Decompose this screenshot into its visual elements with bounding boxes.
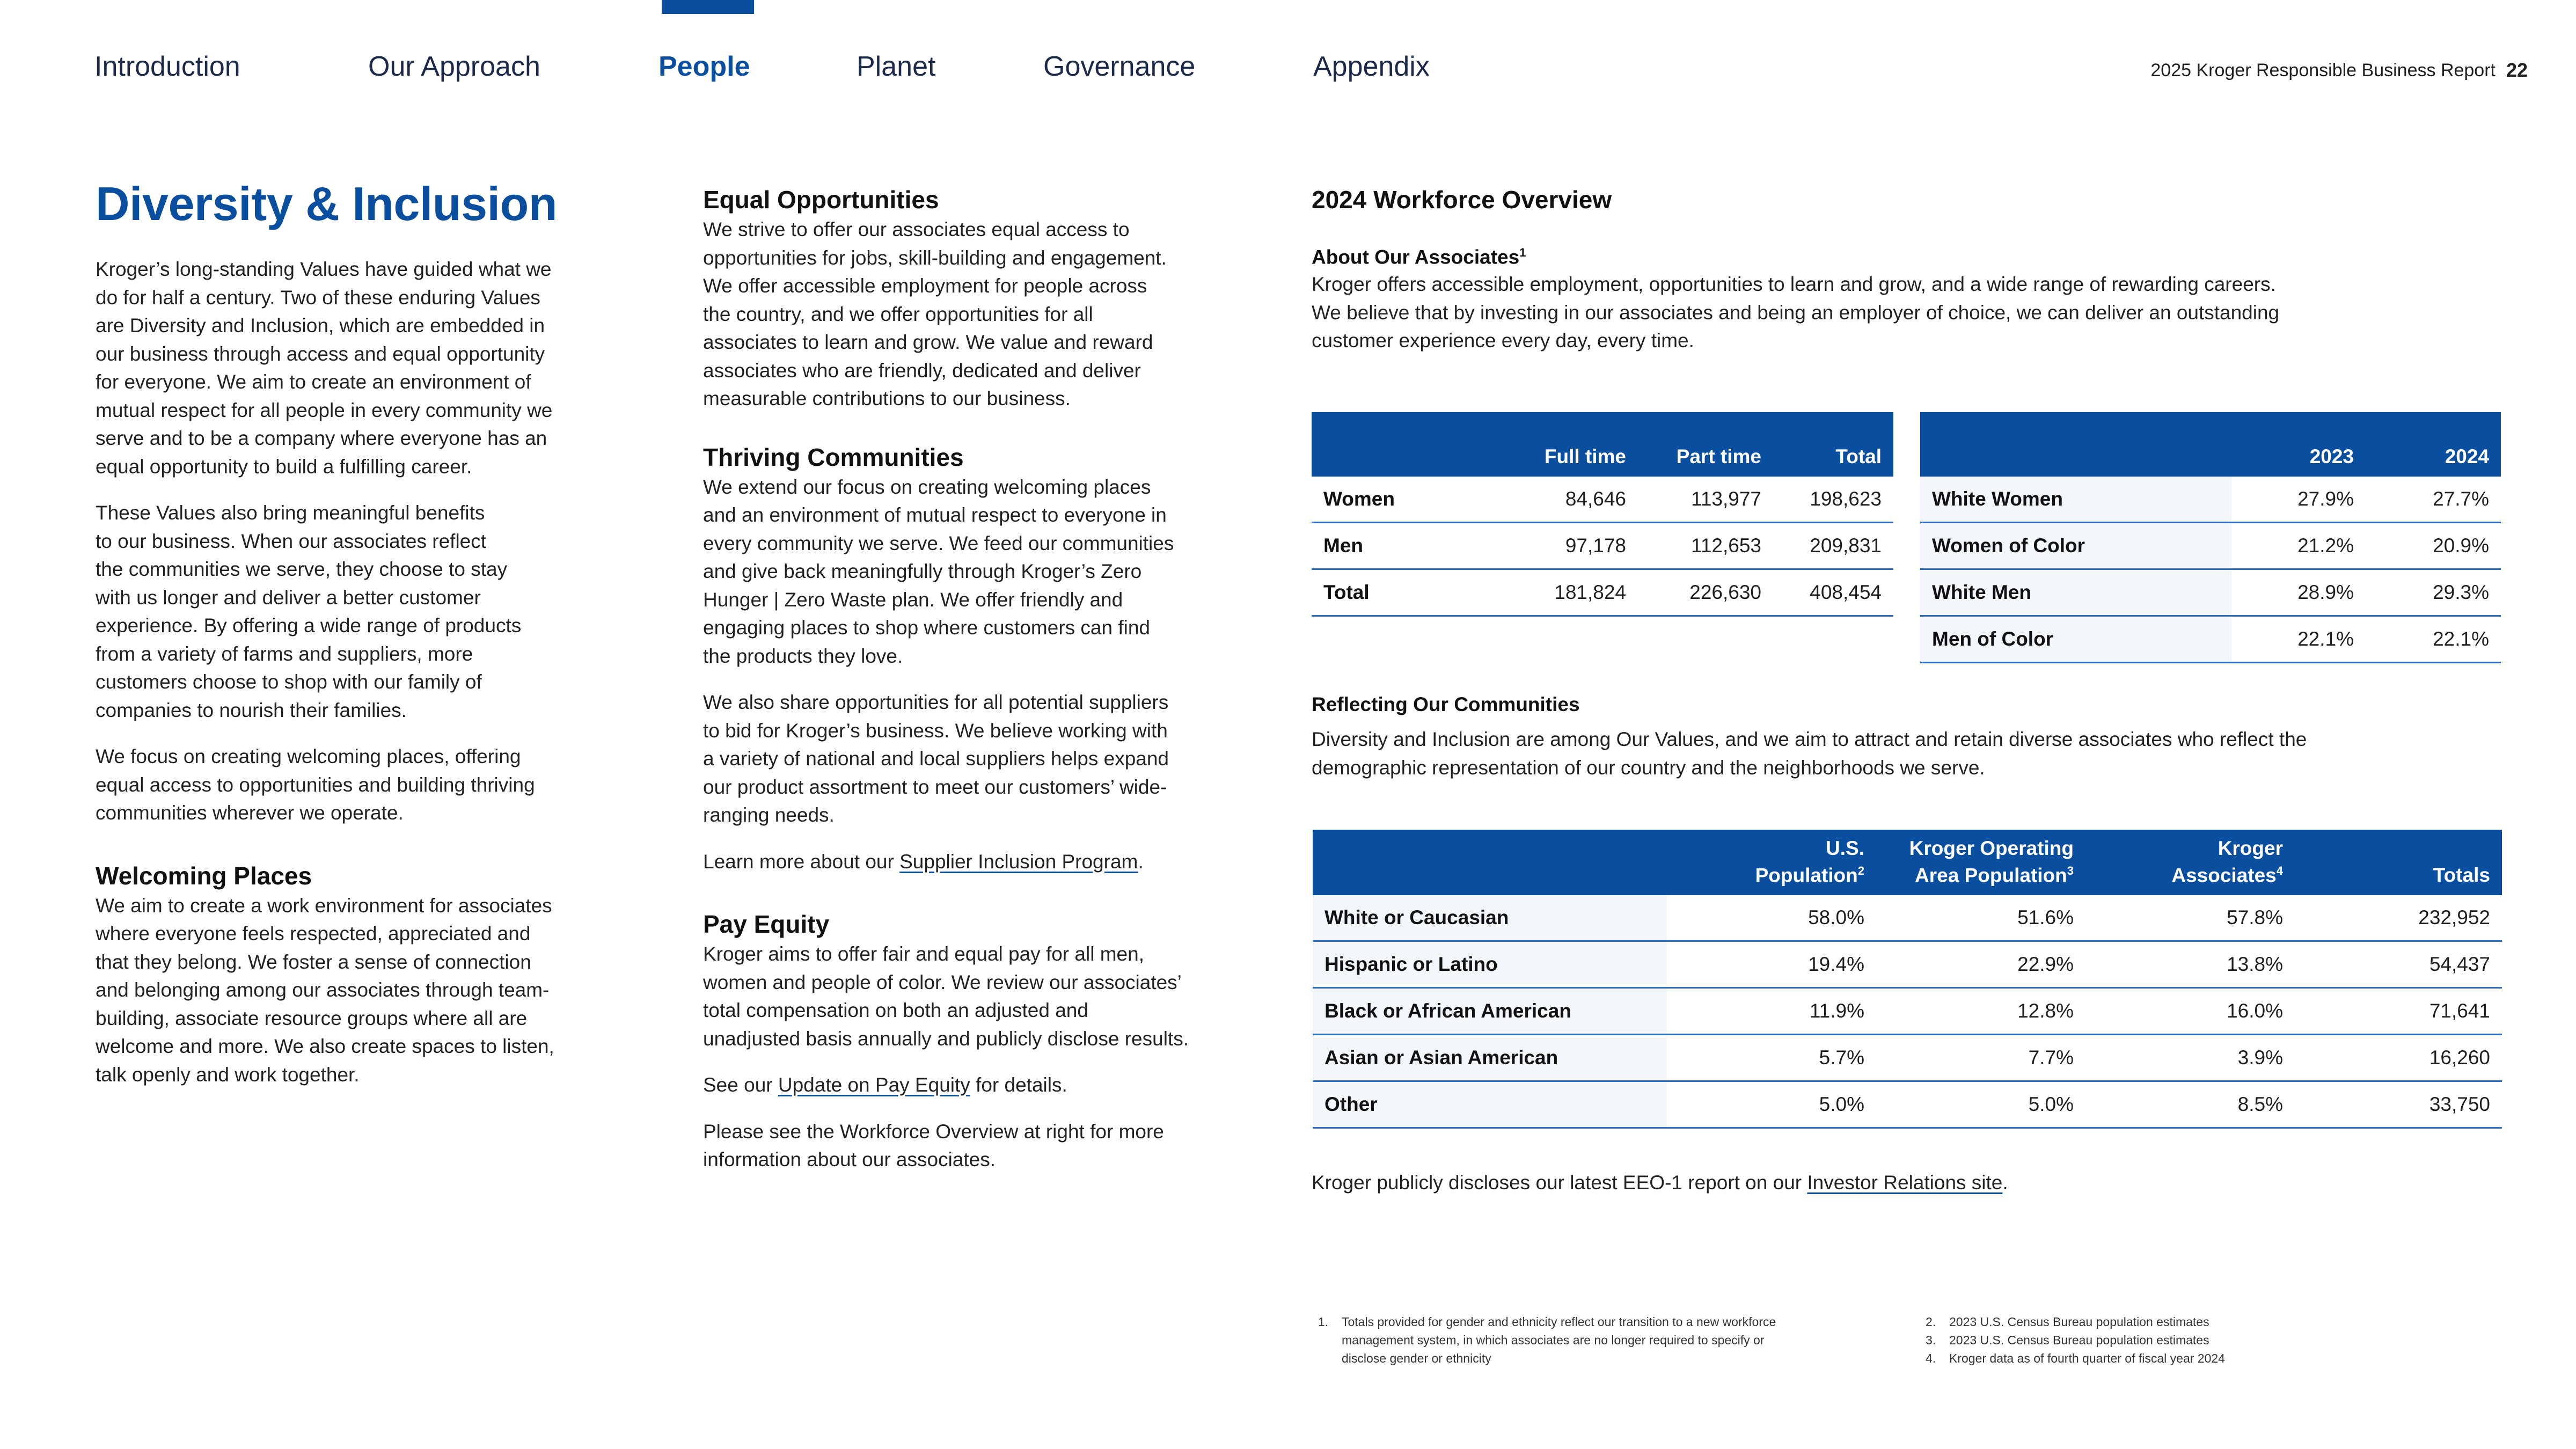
- footnote-text: Kroger data as of fourth quarter of fiscal year 2024: [1949, 1351, 2225, 1365]
- table-cell: 28.9%: [2231, 569, 2366, 616]
- text-line: We also share opportunities for all potential suppliers: [703, 691, 1169, 713]
- pay-equity-heading: Pay Equity: [703, 910, 830, 938]
- table-cell: 58.0%: [1667, 895, 1876, 941]
- table-cell: 84,646: [1510, 477, 1638, 523]
- header-kroger-associates-line2: Associates: [2171, 864, 2277, 886]
- eeo-text: Kroger publicly discloses our latest EEO-1 report on our: [1312, 1172, 1807, 1194]
- suppliers-paragraph: [703, 689, 1267, 830]
- reflecting-communities-heading: Reflecting Our Communities: [1312, 693, 1580, 715]
- table-cell: 3.9%: [2085, 1035, 2295, 1081]
- table-cell: 33,750: [2295, 1081, 2502, 1128]
- text-line: a variety of national and local suppliers helps expand: [703, 748, 1169, 770]
- table-row: [1313, 988, 2502, 1035]
- year-table-header-blank: [1920, 412, 2231, 477]
- text-line: customers choose to shop with our family of: [96, 671, 482, 693]
- text-line: women and people of color. We review our associates’: [703, 971, 1182, 993]
- pay-equity-paragraph: [703, 940, 1267, 1053]
- table-row: [1313, 1035, 2502, 1081]
- page-number: 22: [2506, 59, 2528, 81]
- column-diversity-inclusion: [96, 177, 654, 1107]
- text-line: our business through access and equal opportunity: [96, 342, 545, 365]
- about-associates-label: About Our Associates: [1312, 246, 1520, 268]
- table-cell: 5.0%: [1667, 1081, 1876, 1128]
- text-line: for everyone. We aim to create an environment of: [96, 371, 531, 393]
- header-operating-area-population: [1876, 830, 2085, 895]
- row-label: Women: [1312, 477, 1510, 523]
- table-row: [1920, 477, 2501, 523]
- table-cell: 112,653: [1638, 523, 1773, 569]
- table-cell: 5.0%: [1876, 1081, 2085, 1128]
- text-line: the country, and we offer opportunities for all: [703, 303, 1093, 325]
- active-tab-indicator: [662, 0, 754, 14]
- table-cell: 21.2%: [2231, 523, 2366, 569]
- workforce-reference-paragraph: [703, 1118, 1267, 1174]
- row-label: Men: [1312, 523, 1510, 569]
- about-associates-paragraph: [1312, 270, 2503, 355]
- text-line: customer experience every day, every time.: [1312, 330, 1694, 352]
- text-line: that they belong. We foster a sense of connection: [96, 950, 531, 973]
- text-line: do for half a century. Two of these enduring Values: [96, 286, 540, 309]
- table-cell: 19.4%: [1667, 941, 1876, 988]
- text-line: serve and to be a company where everyone has an: [96, 427, 547, 449]
- equal-opportunities-paragraph: [703, 216, 1267, 413]
- table-cell: 54,437: [2295, 941, 2502, 988]
- text-line: and an environment of mutual respect to everyone in: [703, 504, 1167, 526]
- footnote: [1926, 1331, 2462, 1349]
- workforce-overview-header: [1312, 184, 2503, 374]
- welcoming-places-heading: Welcoming Places: [96, 861, 312, 890]
- text-line: We extend our focus on creating welcoming places: [703, 475, 1151, 498]
- tab-introduction[interactable]: Introduction: [94, 51, 240, 82]
- table-cell: 12.8%: [1876, 988, 2085, 1035]
- footnote-text: 2023 U.S. Census Bureau population estimates: [1949, 1333, 2209, 1347]
- see-our-suffix: for details.: [970, 1074, 1067, 1096]
- gender-table: [1312, 412, 1893, 617]
- footnote: [1318, 1313, 1898, 1367]
- table-cell: 51.6%: [1876, 895, 2085, 941]
- header-total: Total: [1773, 412, 1893, 477]
- table-cell: 27.7%: [2366, 477, 2501, 523]
- text-line: and give back meaningfully through Kroger’s Zero: [703, 560, 1142, 582]
- footnotes-right: [1926, 1313, 2462, 1367]
- header-us-population-line1: U.S.: [1826, 837, 1864, 859]
- thriving-communities-heading: Thriving Communities: [703, 443, 964, 471]
- column-opportunities: [703, 184, 1267, 1192]
- table-cell: 181,824: [1510, 569, 1638, 616]
- table-cell: 22.1%: [2366, 616, 2501, 663]
- text-line: every community we serve. We feed our communities: [703, 532, 1174, 554]
- table-row: [1920, 523, 2501, 569]
- report-title: 2025 Kroger Responsible Business Report: [2150, 60, 2496, 80]
- text-line: from a variety of farms and suppliers, more: [96, 642, 473, 665]
- table-cell: 13.8%: [2085, 941, 2295, 988]
- table-cell: 97,178: [1510, 523, 1638, 569]
- table-cell: 57.8%: [2085, 895, 2295, 941]
- text-line: Kroger’s long-standing Values have guided what we: [96, 258, 552, 280]
- welcoming-places-paragraph: [96, 892, 654, 1089]
- table-row: [1313, 941, 2502, 988]
- text-line: talk openly and work together.: [96, 1063, 360, 1086]
- eeo-paragraph: [1312, 1169, 2503, 1197]
- table-cell: 7.7%: [1876, 1035, 2085, 1081]
- supplier-inclusion-paragraph: [703, 848, 1267, 876]
- table-cell: 20.9%: [2366, 523, 2501, 569]
- table-row: [1312, 477, 1893, 523]
- table-cell: 198,623: [1773, 477, 1893, 523]
- text-line: to our business. When our associates reflect: [96, 530, 487, 552]
- text-line: our product assortment to meet our customers’ wide-: [703, 775, 1167, 798]
- intro-paragraph: [96, 255, 654, 481]
- table-row: [1313, 1081, 2502, 1128]
- header-totals: [2295, 830, 2502, 895]
- header-us-population: [1667, 830, 1876, 895]
- row-label: Hispanic or Latino: [1313, 941, 1667, 988]
- learn-more-suffix: .: [1138, 850, 1144, 873]
- footnotes-left: [1318, 1313, 1898, 1367]
- text-line: total compensation on both an adjusted and: [703, 999, 1088, 1021]
- header-operating-area-line1: Kroger Operating: [1909, 837, 2074, 859]
- about-associates-heading: [1312, 239, 2503, 270]
- table-cell: 209,831: [1773, 523, 1893, 569]
- text-line: the communities we serve, they choose to stay: [96, 558, 508, 580]
- learn-more-text: Learn more about our: [703, 850, 900, 873]
- text-line: equal opportunity to build a fulfilling career.: [96, 455, 472, 478]
- text-line: We believe that by investing in our associates and being an employer of choice, we can deliver an outstanding: [1312, 301, 2280, 324]
- pay-equity-update-paragraph: [703, 1071, 1267, 1100]
- supplier-inclusion-link[interactable]: Supplier Inclusion Program: [899, 850, 1138, 873]
- table-row: [1313, 895, 2502, 941]
- table-cell: 408,454: [1773, 569, 1893, 616]
- text-line: where everyone feels respected, appreciated and: [96, 923, 531, 945]
- text-line: measurable contributions to our business.: [703, 387, 1071, 409]
- text-line: mutual respect for all people in every community we: [96, 399, 553, 421]
- tab-our-approach[interactable]: Our Approach: [368, 51, 540, 82]
- text-line: the products they love.: [703, 645, 903, 667]
- header-full-time: Full time: [1510, 412, 1638, 477]
- table-cell: 16.0%: [2085, 988, 2295, 1035]
- footnote-text: disclose gender or ethnicity: [1342, 1351, 1491, 1365]
- reflecting-communities-paragraph: [1312, 726, 2503, 782]
- text-line: engaging places to shop where customers can find: [703, 617, 1151, 639]
- text-line: ranging needs.: [703, 804, 835, 826]
- text-line: equal access to opportunities and building thriving: [96, 773, 535, 796]
- table-cell: 11.9%: [1667, 988, 1876, 1035]
- row-label: Asian or Asian American: [1313, 1035, 1667, 1081]
- row-label: Women of Color: [1920, 523, 2231, 569]
- row-label: Men of Color: [1920, 616, 2231, 663]
- row-label: Black or African American: [1313, 988, 1667, 1035]
- table-cell: 22.9%: [1876, 941, 2085, 988]
- benefits-paragraph: [96, 499, 654, 724]
- text-line: opportunities for jobs, skill-building and engagement.: [703, 246, 1167, 269]
- text-line: associates who are friendly, dedicated and deliver: [703, 359, 1141, 382]
- eeo-suffix: .: [2002, 1172, 2008, 1194]
- text-line: building, associate resource groups where all are: [96, 1007, 528, 1029]
- text-line: companies to nourish their families.: [96, 699, 407, 721]
- row-label: White Men: [1920, 569, 2231, 616]
- footnote-number: 1.: [1318, 1315, 1329, 1329]
- row-label: Other: [1313, 1081, 1667, 1128]
- table-cell: 232,952: [2295, 895, 2502, 941]
- gender-table-header-blank: [1312, 412, 1510, 477]
- footnote-number: 4.: [1926, 1351, 1936, 1365]
- table-cell: 113,977: [1638, 477, 1773, 523]
- text-line: Kroger offers accessible employment, opportunities to learn and grow, and a wide range of rewarding careers.: [1312, 273, 2276, 296]
- table-cell: 29.3%: [2366, 569, 2501, 616]
- text-line: information about our associates.: [703, 1148, 996, 1170]
- workforce-overview-heading: 2024 Workforce Overview: [1312, 186, 1612, 214]
- text-line: welcome and more. We also create spaces to listen,: [96, 1035, 554, 1057]
- footnote-ref-3: 3: [2067, 863, 2074, 877]
- row-label: Total: [1312, 569, 1510, 616]
- text-line: are Diversity and Inclusion, which are embedded in: [96, 314, 545, 336]
- text-line: These Values also bring meaningful benefits: [96, 502, 485, 524]
- tab-people[interactable]: People: [658, 51, 750, 82]
- footnote-number: 3.: [1926, 1333, 1936, 1347]
- focus-paragraph: [96, 743, 654, 828]
- ethnicity-table: [1313, 830, 2502, 1129]
- header-2024: 2024: [2366, 412, 2501, 477]
- text-line: We aim to create a work environment for associates: [96, 894, 552, 917]
- table-cell: 71,641: [2295, 988, 2502, 1035]
- text-line: to bid for Kroger’s business. We believe working with: [703, 719, 1168, 742]
- table-row: [1312, 523, 1893, 569]
- table-cell: 226,630: [1638, 569, 1773, 616]
- table-cell: 22.1%: [2231, 616, 2366, 663]
- text-line: Diversity and Inclusion are among Our Values, and we aim to attract and retain diverse associates who reflect the: [1312, 728, 2307, 750]
- footnote-number: 2.: [1926, 1315, 1936, 1329]
- tab-governance[interactable]: Governance: [1043, 51, 1196, 82]
- text-line: associates to learn and grow. We value and reward: [703, 331, 1153, 353]
- tab-appendix[interactable]: Appendix: [1313, 51, 1430, 82]
- text-line: unadjusted basis annually and publicly disclose results.: [703, 1027, 1189, 1050]
- header-part-time: Part time: [1638, 412, 1773, 477]
- ethnicity-table-header-blank: [1313, 830, 1667, 895]
- text-line: Hunger | Zero Waste plan. We offer friendly and: [703, 588, 1123, 611]
- table-row: [1312, 569, 1893, 616]
- text-line: experience. By offering a wide range of products: [96, 614, 522, 636]
- footnote-ref-4: 4: [2276, 863, 2283, 877]
- text-line: We focus on creating welcoming places, offering: [96, 745, 521, 767]
- see-our-text: See our: [703, 1074, 778, 1096]
- investor-relations-link[interactable]: Investor Relations site: [1807, 1172, 2003, 1194]
- footnote-ref-1: 1: [1519, 246, 1526, 259]
- thriving-communities-paragraph: [703, 473, 1267, 671]
- page-title: Diversity & Inclusion: [96, 177, 557, 230]
- text-line: Kroger aims to offer fair and equal pay for all men,: [703, 943, 1144, 965]
- eeo-block: [1312, 1169, 2503, 1216]
- row-label: White Women: [1920, 477, 2231, 523]
- header-kroger-associates-line1: Kroger: [2218, 837, 2283, 859]
- table-row: [1920, 569, 2501, 616]
- footnote-text: Totals provided for gender and ethnicity reflect our transition to a new workforce: [1342, 1315, 1776, 1329]
- text-line: and belonging among our associates through team-: [96, 979, 550, 1001]
- footnote-ref-2: 2: [1857, 863, 1864, 877]
- table-cell: 27.9%: [2231, 477, 2366, 523]
- reflecting-communities-block: [1312, 691, 2503, 800]
- text-line: We offer accessible employment for people across: [703, 275, 1147, 297]
- year-comparison-table: [1920, 412, 2501, 663]
- header-totals-line2: Totals: [2433, 864, 2490, 886]
- table-cell: 8.5%: [2085, 1081, 2295, 1128]
- footnote-text: management system, in which associates are no longer required to specify or: [1342, 1333, 1765, 1347]
- text-line: demographic representation of our country and the neighborhoods we serve.: [1312, 756, 1985, 779]
- header-2023: 2023: [2231, 412, 2366, 477]
- text-line: with us longer and deliver a better customer: [96, 586, 481, 609]
- table-cell: 5.7%: [1667, 1035, 1876, 1081]
- header-kroger-associates: [2085, 830, 2295, 895]
- row-label: White or Caucasian: [1313, 895, 1667, 941]
- footnote: [1926, 1349, 2462, 1367]
- footnote: [1926, 1313, 2462, 1331]
- footnote-text: 2023 U.S. Census Bureau population estimates: [1949, 1315, 2209, 1329]
- table-row: [1920, 616, 2501, 663]
- header-us-population-line2: Population: [1755, 864, 1858, 886]
- header-operating-area-line2: Area Population: [1915, 864, 2067, 886]
- text-line: Please see the Workforce Overview at right for more: [703, 1120, 1164, 1143]
- text-line: communities wherever we operate.: [96, 802, 404, 824]
- tab-planet[interactable]: Planet: [857, 51, 936, 82]
- pay-equity-update-link[interactable]: Update on Pay Equity: [778, 1074, 970, 1096]
- text-line: We strive to offer our associates equal access to: [703, 218, 1130, 240]
- table-cell: 16,260: [2295, 1035, 2502, 1081]
- equal-opportunities-heading: Equal Opportunities: [703, 186, 939, 214]
